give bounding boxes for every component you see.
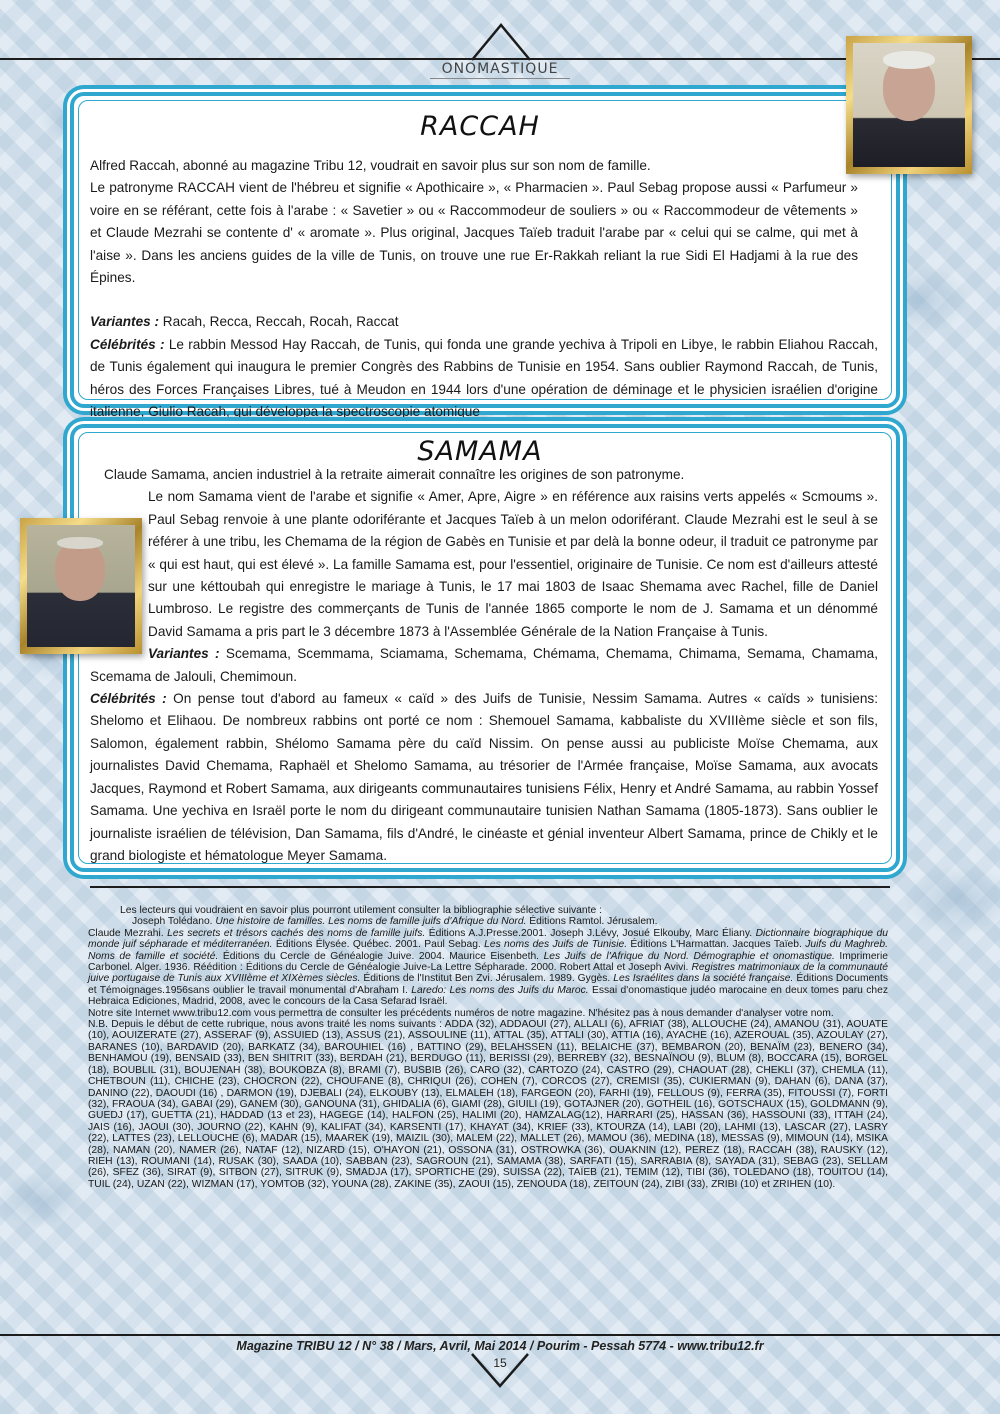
- bibliography-toledano: [88, 916, 888, 927]
- bib-text: Éditions L'Harmattan. Jacques Taïeb.: [627, 939, 806, 951]
- portrait-hair: [883, 51, 935, 69]
- raccah-variantes: [90, 311, 878, 333]
- bib-text: Éditions du Cercle de Généalogie Juive. 2004. Maurice Eisenbeth.: [218, 950, 544, 962]
- page-number: 15: [493, 1356, 507, 1370]
- bib-text: Claude Mezrahi.: [88, 927, 168, 939]
- bib-text: Éditions A.J.Presse.2001. Joseph J.Lévy, Josué Elkouby, Marc Éliany.: [425, 927, 756, 939]
- bib-text: Éditions de l'Institut Ben Zvi. Jérusalem. 1989. Gygès.: [360, 973, 614, 985]
- bibliography-top-rule: [90, 886, 890, 888]
- samama-celebrites-label: Célébrités :: [90, 691, 167, 707]
- samama-variantes-label: Variantes :: [148, 646, 220, 662]
- samama-variantes: [90, 643, 878, 688]
- raccah-celebrites-label: Célébrités :: [90, 336, 165, 352]
- bib-title: Les noms des Juifs de Tunisie.: [484, 939, 628, 951]
- section-label: ONOMASTIQUE: [441, 61, 559, 77]
- bib-author: Joseph Tolédano.: [132, 916, 216, 928]
- bib-title: Les secrets et trésors cachés des noms de famille juifs.: [167, 927, 426, 939]
- raccah-variantes-value: Racah, Recca, Reccah, Rocah, Raccat: [159, 314, 399, 330]
- bib-title: Dictionnaire biographique du monde juif sépharade et méditerranéen.: [88, 927, 888, 951]
- raccah-spacer: [90, 289, 878, 311]
- raccah-body: Le patronyme RACCAH vient de l'hébreu et signifie « Apothicaire », « Pharmacien ». Paul Sebag propose aussi « Parfumeur » voire en se référant, cette fois à l'arabe : « Savetier » ou « Raccommodeur de souliers » ou « Raccommodeur de vêtements » et Claude Mezrahi se contente d' « aromate ». Plus original, Jacques Taïeb traduit l'arabe par « celui qui se calme, qui met à l'aise ». Dans les anciens guides de la ville de Tunis, on trouve une rue Er-Rakkah reliant la rue Sidi El Hadjami à la rue des Épines.: [90, 180, 858, 286]
- samama-body-wrap: [90, 486, 878, 643]
- bibliography-site-note: Notre site Internet www.tribu12.com vous permettra de consulter les précédents numéros de notre magazine. N'hésitez pas à nous demander d'analyser votre nom.: [88, 1007, 834, 1019]
- raccah-title: RACCAH: [420, 111, 540, 142]
- section-label-underline: [430, 78, 570, 79]
- raccah-text: [90, 155, 878, 423]
- samama-title: SAMAMA: [417, 436, 543, 467]
- bibliography: [88, 905, 888, 1190]
- footer-rule: [0, 1334, 1000, 1336]
- bib-title: Registres matrimoniaux de la communauté juive portugaise de Tunis aux XVIIIème et XIXèmes siècles.: [88, 962, 889, 985]
- samama-celebrites-value: On pense tout d'abord au fameux « caïd » des Juifs de Tunisie, Nessim Samama. Autres « caïds » tunisiens: Shelomo et Elihaou. De nombreux rabbins ont porté ce nom : Shemouel Samama, kabbaliste du XVIIIème siècle et son fils, Salomon, également rabbin, Shélomo Samama père du caïd Nissim. On pense aussi au publiciste Moïse Chemama, aux journalistes David Chemama, Raphaël et Shelomo Samama, au trésorier de l'Armée française, Moïse Samama, aux avocats Jacques, Raymond et Robert Samama, aux dirigeants communautaires tunisiens Félix, Henry et André Samama, au rabbin Yossef Samama. Une yechiva en Israël porte le nom du dirigeant communautaire tunisien Nathan Samama (1805-1873). Sans oublier le journaliste israélien de télévision, Dan Samama, fils d'André, le cinéaste et génial inventeur Albert Samama, prince de Chikly et le grand biologiste et hématologue Meyer Samama.: [90, 691, 878, 863]
- samama-variantes-value: Scemama, Scemmama, Sciamama, Schemama, Chémama, Chemama, Chimama, Semama, Chamama, Scemama de Jalouli, Chemimoun.: [90, 646, 878, 684]
- bibliography-intro: Les lecteurs qui voudraient en savoir plus pourront utilement consulter la bibliographie sélective suivante :: [120, 905, 602, 916]
- bib-title: Les Israélites dans la société française.: [613, 973, 794, 985]
- bibliography-names-list: N.B. Depuis le début de cette rubrique, nous avons traité les noms suivants : ADDA (32), ADDAOUI (27), ALLALI (6), AFRIAT (38), ALLOUCHE (24), AMANOU (31), AOUATE (10), AOUIZERATE (27), ASSERAF (9), ASSUIED (13), ASSUS (21), ASSOULINE (11), ATTAL (35), ATTALI (30), ATTIA (16), AYACHE (16), AZEROUAL (35), AZOULAY (27), BARANES (10), BARDAVID (20), BARKATZ (34), BAROUHIEL (16) , BATTINO (29), BELAHSSEN (11), BELAICHE (37), BEMBARON (20), BENAÏM (23), BENERO (34), BENHAMOU (19), BENSAID (33), BEN SHITRIT (33), BERDAH (21), BERDUGO (11), BERISSI (29), BERREBY (32), BESNAÏNOU (9), BLUM (8), BOCCARA (15), BORGEL (18), BOUBLIL (31), BOUJENAH (38), BOUKOBZA (8), BRAMI (7), BUSBIB (26), CARO (32), CARTOZO (24), CASTRO (29), CHAOUAT (28), CHEKLI (37), CHEMLA (11), CHETBOUN (11), CHICHE (23), CHOCRON (22), CHOUFANE (8), CHRIQUI (26), COHEN (7), CORCOS (27), CREMISI (35), CUKIERMAN (9), DAHAN (6), DANA (37), DANINO (22), DAOUDI (16) , DARMON (19), DJEBALI (24), ELKOUBY (13), ELMALEH (18), FARGEON (20), FARHI (19), FELLOUS (9), FERRA (35), FITOUSSI (7), FORTI (32), FRAOUA (34), GABAI (29), GANEM (30), GANOUNA (31), GHIDALIA (6), GIAMI (28), GIUILI (19), GOTAJNER (20), GOTHEIL (16), GOTSCHAUX (15), GOLDMANN (9), GUEDJ (17), GUETTA (21), HADDAD (13 et 23), HAGEGE (14), HALFON (25), HALIMI (20), HAMZALAG(12), HARRARI (25), HASSAN (36), HASSOUNI (33), ITTAH (24), JAIS (16), JAOUI (30), JOURNO (22), KAHN (9), KALIFAT (34), KARSENTI (17), KHAYAT (34), KRIEF (33), KTOURZA (14), LABI (20), LAHMI (13), LASCAR (27), LASRY (22), LATTES (23), LELLOUCHE (6), MADAR (15), MAAREK (19), MAIZIL (30), MALEM (22), MALLET (26), MAMOU (36), MEDINA (18), MESSAS (9), MIMOUN (14), MSIKA (28), NAMAN (20), NAMER (26), NATAF (12), NIZARD (15), O'HAYON (21), OSSONA (31), OSTROWKA (36), OUAKNIN (12), PEREZ (18), RACCAH (38), RAUSKY (12), RIEH (13), ROUMANI (14), RUSAK (30), SAADA (10), SABBAN (23), SAGROUN (21), SAMAMA (38), SARFATI (15), SARRABIA (8), SAYADA (31), SEBAG (23), SELLAM (26), SFEZ (36), SIRAT (9), SITBON (27), SITRUK (9), SMADJA (17), SPORTICHE (29), SUISSA (22), TAÏEB (21), TEMIM (12), TIBI (36), TOLEDANO (18), TOUITOU (14), TUIL (24), UZAN (22), WIZMAN (17), YOMTOB (32), YOUNA (28), ZAKINE (35), ZAOUI (15), ZENOUDA (18), ZEITOUN (24), ZIBI (33), ZRIBI (10) et ZRIHEN (10).: [88, 1019, 888, 1190]
- raccah-portrait-frame: [846, 36, 972, 174]
- bib-rest: Éditions Ramtol. Jérusalem.: [526, 916, 658, 928]
- samama-text: [90, 464, 878, 867]
- bib-text: Imprimerie Carbonel. Alger. 1936. Réédition : Éditions du Cercle de Généalogie Juive-La Lettre Sépharade. 2000. Robert Attal et Joseph Avivi.: [88, 950, 888, 974]
- raccah-variantes-label: Variantes :: [90, 314, 160, 330]
- raccah-intro: Alfred Raccah, abonné au magazine Tribu 12, voudrait en savoir plus sur son nom de famille.: [90, 158, 651, 173]
- bib-title: Juifs du Maghreb. Noms de famille et société.: [88, 939, 888, 962]
- bib-text: Essai d'onomastique judéo marocaine en deux tomes paru chez Hebraica Ediciones, Madrid, 2008, avec le concours de la Casa Sefarad Israël.: [88, 984, 888, 1008]
- bib-text: Éditions Élysée. Québec. 2001. Paul Sebag.: [272, 939, 485, 951]
- raccah-portrait-photo: [853, 43, 965, 167]
- samama-celebrites: [90, 688, 878, 867]
- bib-title: Les Juifs de l'Afrique du Nord. Démographie et onomastique.: [543, 950, 835, 962]
- raccah-celebrites: [90, 334, 878, 424]
- header-triangle-ornament: [470, 22, 532, 62]
- samama-intro: Claude Samama, ancien industriel à la retraite aimerait connaître les origines de son patronyme.: [104, 467, 685, 482]
- bib-title: Laredo: Les noms des Juifs du Maroc.: [411, 984, 589, 996]
- bibliography-references: [88, 928, 888, 1008]
- bib-title: Une histoire de familles. Les noms de famille juifs d'Afrique du Nord.: [215, 916, 527, 928]
- footer-magazine-info: Magazine TRIBU 12 / N° 38 / Mars, Avril, Mai 2014 / Pourim - Pessah 5774 - www.tribu12.fr: [236, 1339, 764, 1353]
- raccah-celebrites-value: Le rabbin Messod Hay Raccah, de Tunis, qui fonda une grande yechiva à Tripoli en Libye, le rabbin Eliahou Raccah, de Tunis également qui inaugura le premier Congrès des Rabbins de Tunisie en 1954. Sans oublier Raymond Raccah, de Tunis, héros des Forces Françaises Libres, tué à Meudon en 1944 lors d'une opération de déminage et le physicien israélien d'origine italienne, Giulio Racah, qui développa la spectroscopie atomique: [90, 336, 879, 420]
- bib-text: Éditions Documents et Témoignages.1956sans oublier le travail monumental d'Abraham I.: [88, 973, 888, 996]
- samama-body: Le nom Samama vient de l'arabe et signifie « Amer, Apre, Aigre » en référence aux raisins verts appelés « Scmoums ». Paul Sebag renvoie à une plante odoriférante et Jacques Taïeb à un melon odoriférant. Claude Mezrahi est le seul à se référer à une tribu, les Chemama de la région de Gabès en Tunisie et par delà la bonne odeur, il traduit ce patronyme par « qui est haut, qui est élevé ». La famille Samama est, pour l'essentiel, originaire de Tunisie. Ce nom est d'ailleurs attesté sur une kéttoubah qui enregistre le mariage à Tunis, le 17 mai 1803 de Isaac Shemama avec Rachel, fille de Daniel Lumbroso. Le registre des commerçants de Tunis de l'année 1865 comporte le nom de J. Samama et un dénommé David Samama a pris part le 3 décembre 1873 à l'Assemblée Générale de la Nation Française à Tunis.: [148, 489, 878, 639]
